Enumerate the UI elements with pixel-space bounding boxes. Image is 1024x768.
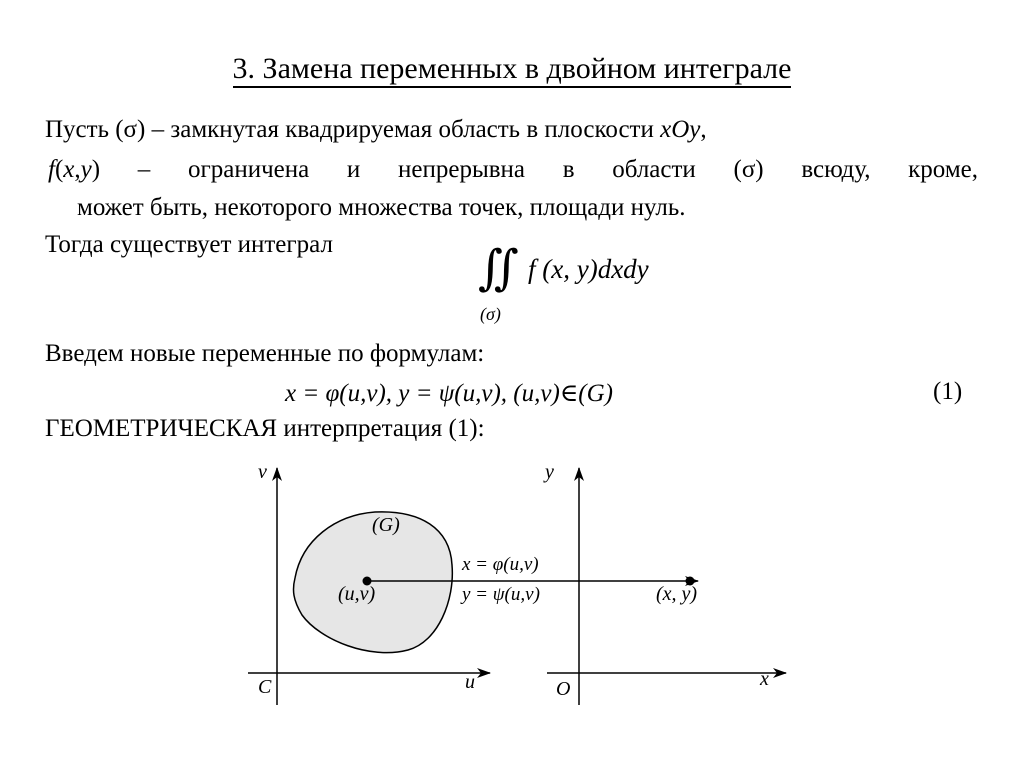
x-axis-label: x [760,668,769,690]
para2-line3: ГЕОМЕТРИЧЕСКАЯ интерпретация (1): [45,415,485,442]
transform-formula: x = φ(u,v), y = ψ(u,v), (u,v)∈(G) [285,380,613,407]
para1-line2: f(x,y) – ограничена и непрерывна в области (σ) всюду, кроме, [48,156,978,183]
para1-line3: может быть, некоторого множества точек, площади нуль. [77,194,686,221]
region-g-label: (G) [372,514,400,536]
v-axis-label: v [258,461,267,483]
para1-line4: Тогда существует интеграл [45,231,333,258]
page-title: 3. Замена переменных в двойном интеграле [0,52,1024,86]
integrand: f (x, y)dxdy [528,254,649,284]
integral-sign: ∬ [478,242,519,295]
u-axis-label: u [465,671,475,693]
left-origin-label: C [258,676,272,698]
equation-number: (1) [933,378,963,405]
y-axis-label: y [545,461,554,483]
point-xy-label: (x, y) [656,583,698,605]
point-uv-label: (u,v) [338,583,376,605]
map-x-formula: x = φ(u,v) [462,554,539,575]
integral-domain: (σ) [480,304,501,324]
para2-line1: Введем новые переменные по формулам: [45,340,485,367]
map-y-formula: y = ψ(u,v) [462,584,540,605]
para1-line1: Пусть (σ) – замкнутая квадрируемая область в плоскости xOy, [45,116,707,143]
right-origin-label: O [556,678,571,700]
